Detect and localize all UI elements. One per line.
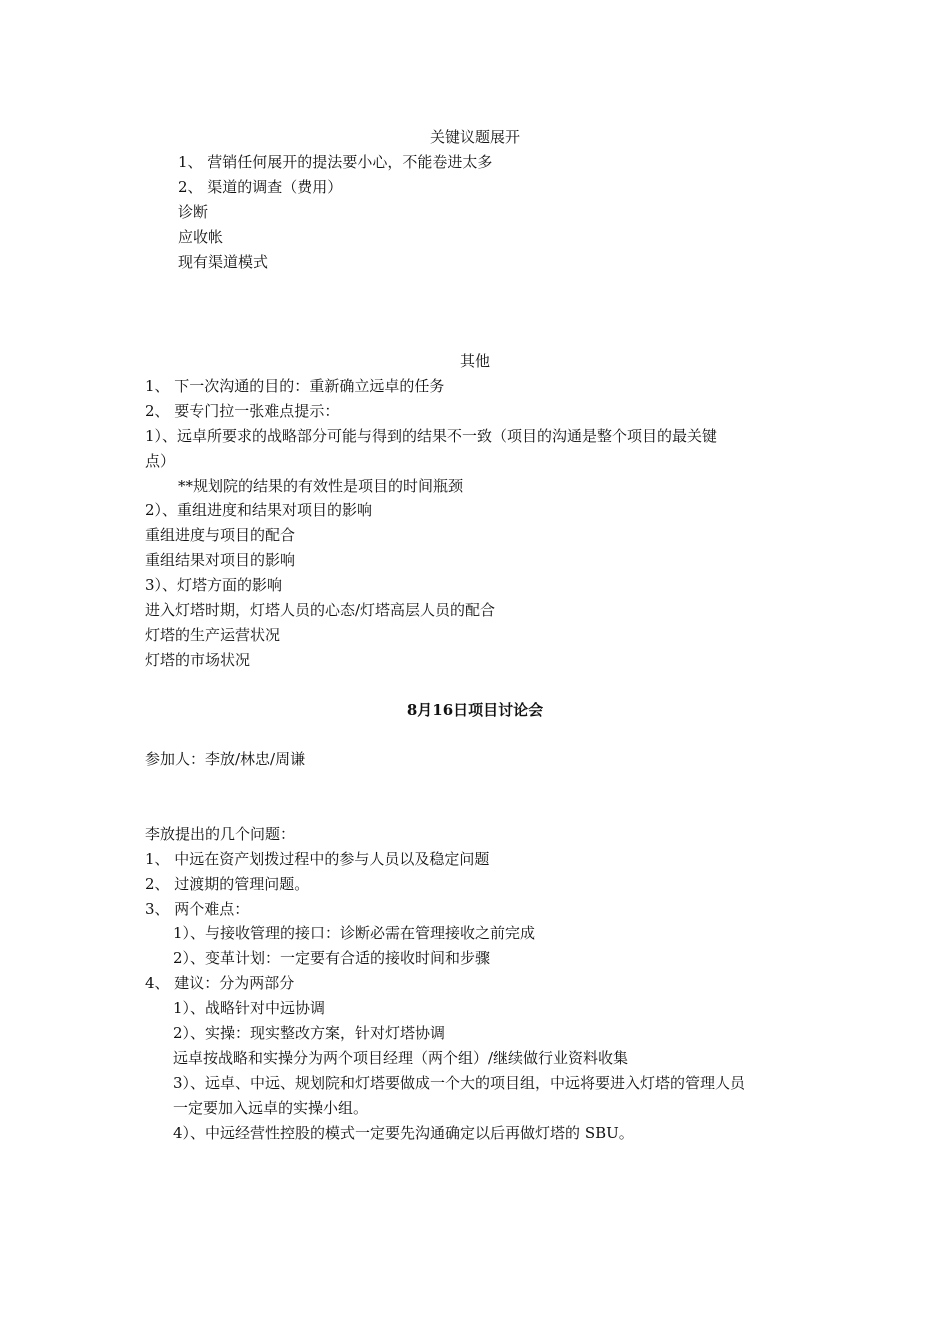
other-line-2: 2、 要专门拉一张难点提示：	[145, 402, 340, 420]
meeting-intro: 李放提出的几个问题：	[145, 825, 296, 843]
other-line-7: 重组结果对项目的影响	[145, 551, 296, 569]
key-issue-sub-receivables: 应收帐	[178, 228, 224, 246]
meeting-item-3b: 2）、变革计划：一定要有合适的接收时间和步骤	[173, 949, 491, 967]
meeting-item-4a: 1）、战略针对中远协调	[173, 999, 326, 1017]
key-issue-sub-diagnosis: 诊断	[178, 203, 209, 221]
meeting-item-3a: 1）、与接收管理的接口：诊断必需在管理接收之前完成	[173, 924, 536, 942]
meeting-item-4d-line2: 一定要加入远卓的实操小组。	[173, 1099, 369, 1117]
meeting-item-3: 3、 两个难点：	[145, 900, 250, 918]
meeting-item-2: 2、 过渡期的管理问题。	[145, 875, 310, 893]
other-line-6: 重组进度与项目的配合	[145, 526, 296, 544]
other-line-8: 3）、灯塔方面的影响	[145, 576, 283, 594]
key-issue-item-2: 2、 渠道的调查（费用）	[178, 178, 343, 196]
other-line-11: 灯塔的市场状况	[145, 651, 251, 669]
meeting-item-4d-line1: 3）、远卓、中远、规划院和灯塔要做成一个大的项目组，中远将要进入灯塔的管理人员	[173, 1074, 746, 1092]
section-title-other: 其他	[459, 352, 490, 370]
key-issue-sub-channel-model: 现有渠道模式	[178, 253, 269, 271]
section-title-key-issues: 关键议题展开	[429, 128, 520, 146]
meeting-item-4: 4、 建议：分为两部分	[145, 974, 295, 992]
other-line-3a: 1）、远卓所要求的战略部分可能与得到的结果不一致（项目的沟通是整个项目的最关键	[145, 427, 718, 445]
meeting-item-1: 1、 中远在资产划拨过程中的参与人员以及稳定问题	[145, 850, 490, 868]
meeting-attendees: 参加人：李放/林忠/周谦	[145, 750, 306, 768]
meeting-item-4b: 2）、实操：现实整改方案，针对灯塔协调	[173, 1024, 446, 1042]
key-issue-item-1: 1、 营销任何展开的提法要小心，不能卷进太多	[178, 153, 493, 171]
other-line-10: 灯塔的生产运营状况	[145, 626, 281, 644]
other-line-5: 2）、重组进度和结果对项目的影响	[145, 501, 373, 519]
other-line-3b: 点）	[145, 452, 176, 470]
section-title-meeting: 8月16日项目讨论会	[406, 701, 544, 719]
other-line-9: 进入灯塔时期，灯塔人员的心态/灯塔高层人员的配合	[145, 601, 496, 619]
meeting-item-4c: 远卓按战略和实操分为两个项目经理（两个组）/继续做行业资料收集	[173, 1049, 629, 1067]
meeting-item-4e: 4）、中远经营性控股的模式一定要先沟通确定以后再做灯塔的 SBU。	[173, 1124, 634, 1142]
other-line-1: 1、 下一次沟通的目的：重新确立远卓的任务	[145, 377, 445, 395]
other-line-4: **规划院的结果的有效性是项目的时间瓶颈	[178, 477, 464, 495]
